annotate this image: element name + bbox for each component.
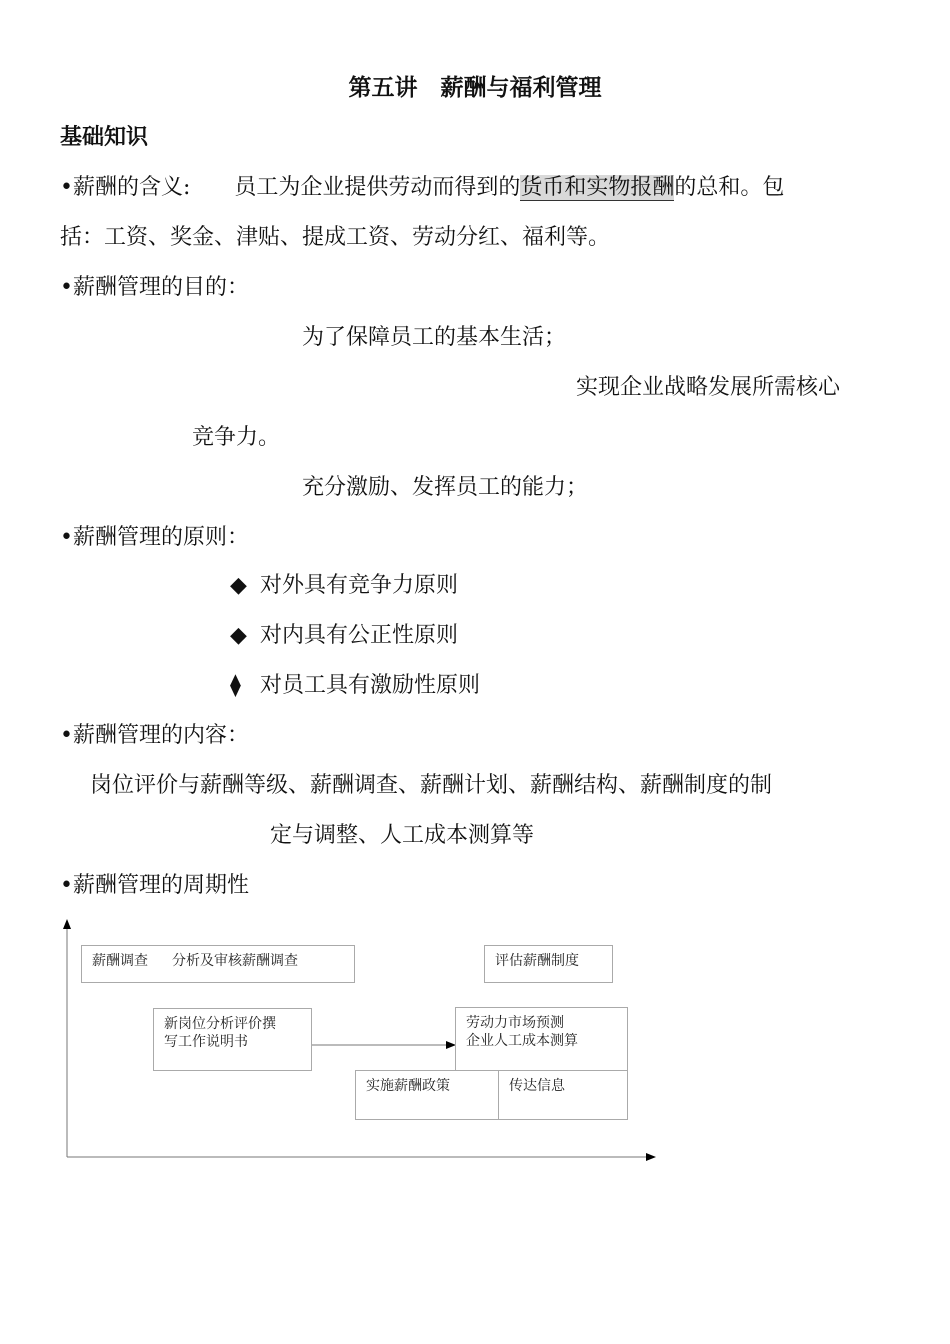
diagram-box-forecast: 劳动力市场预测 企业人工成本测算 xyxy=(455,1007,628,1071)
principles-label: •薪酬管理的原则： xyxy=(60,525,249,550)
definition-label: •薪酬的含义: xyxy=(60,175,191,200)
cycle-label: •薪酬管理的周期性 xyxy=(60,873,249,898)
principle-item-2: ◆ 对内具有公正性原则 xyxy=(230,623,459,648)
content-line-1: 岗位评价与薪酬等级、薪酬调查、薪酬计划、薪酬结构、薪酬制度的制 xyxy=(90,773,773,798)
horizontal-axis-arrow-icon xyxy=(646,1153,656,1161)
purpose-item-2-cont: 竞争力。 xyxy=(192,425,281,450)
diagram-box-evaluate: 评估薪酬制度 xyxy=(484,945,613,983)
definition-pre: 员工为企业提供劳动而得到的 xyxy=(234,175,521,200)
lozenge-bullet-icon: ⧫ xyxy=(230,673,241,698)
purpose-item-2: 实现企业战略发展所需核心 xyxy=(576,375,841,400)
section-heading: 基础知识 xyxy=(60,125,149,150)
diagram-box-salary-survey: 薪酬调查 分析及审核薪酬调查 xyxy=(81,945,355,983)
content-line-2: 定与调整、人工成本测算等 xyxy=(270,823,535,848)
definition-post: 的总和。包 xyxy=(674,175,785,200)
diamond-bullet-icon: ◆ xyxy=(230,573,247,598)
content-label: •薪酬管理的内容： xyxy=(60,723,249,748)
purpose-item-1: 为了保障员工的基本生活； xyxy=(302,325,567,350)
purpose-label: •薪酬管理的目的： xyxy=(60,275,249,300)
vertical-axis-arrow-icon xyxy=(63,919,71,929)
page-title: 第五讲 薪酬与福利管理 xyxy=(348,75,602,101)
diagram-box-implement: 实施薪酬政策 xyxy=(355,1070,499,1120)
diamond-bullet-icon: ◆ xyxy=(230,623,247,648)
principle-item-3: ⧫ 对员工具有激励性原则 xyxy=(230,673,481,698)
diagram-box-job-analysis: 新岗位分析评价撰 写工作说明书 xyxy=(153,1008,312,1071)
purpose-item-3: 充分激励、发挥员工的能力； xyxy=(302,475,589,500)
definition-continuation: 括：工资、奖金、津贴、提成工资、劳动分红、福利等。 xyxy=(60,225,611,250)
highlighted-term: 货币和实物报酬 xyxy=(520,175,675,200)
diagram-box-communicate: 传达信息 xyxy=(498,1070,628,1120)
principle-item-1: ◆ 对外具有竞争力原则 xyxy=(230,573,459,598)
